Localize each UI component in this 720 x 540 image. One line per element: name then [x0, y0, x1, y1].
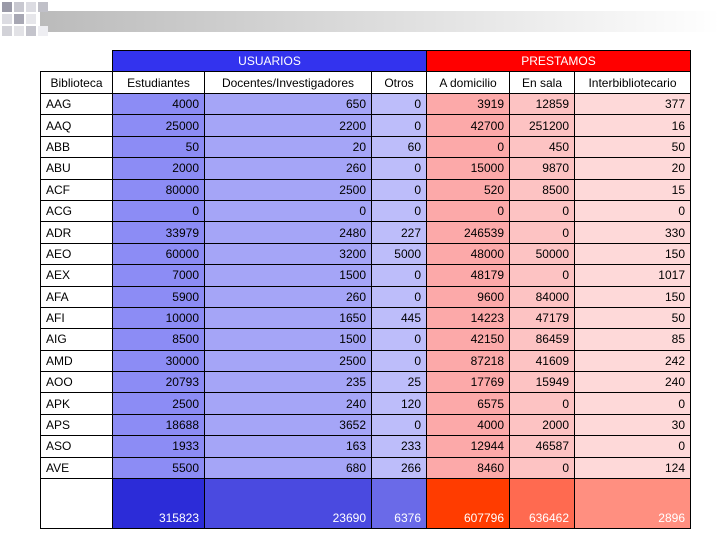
table-row [41, 307, 691, 328]
cell-en-sala: 50000 [510, 243, 575, 264]
cell-biblioteca: AMD [41, 350, 113, 371]
cell-interbibliotecario: 0 [575, 436, 691, 457]
cell-docentes: 2500 [205, 179, 372, 200]
cell-domicilio: 246539 [427, 222, 510, 243]
table-row [41, 115, 691, 136]
cell-estudiantes: 30000 [113, 350, 205, 371]
cell-docentes: 680 [205, 457, 372, 478]
cell-otros: 25 [372, 372, 427, 393]
table-row [41, 265, 691, 286]
table-row [41, 350, 691, 371]
cell-biblioteca: AAQ [41, 115, 113, 136]
cell-domicilio: 0 [427, 200, 510, 221]
total-estudiantes: 315823 [113, 479, 205, 529]
cell-docentes: 163 [205, 436, 372, 457]
cell-interbibliotecario: 377 [575, 94, 691, 115]
library-stats-table [40, 50, 691, 529]
cell-domicilio: 9600 [427, 286, 510, 307]
cell-estudiantes: 7000 [113, 265, 205, 286]
cell-en-sala: 0 [510, 222, 575, 243]
cell-biblioteca: AFA [41, 286, 113, 307]
cell-en-sala: 41609 [510, 350, 575, 371]
cell-interbibliotecario: 15 [575, 179, 691, 200]
cell-otros: 0 [372, 286, 427, 307]
cell-en-sala: 251200 [510, 115, 575, 136]
cell-biblioteca: ACF [41, 179, 113, 200]
table-row [41, 329, 691, 350]
cell-docentes: 240 [205, 393, 372, 414]
cell-en-sala: 0 [510, 393, 575, 414]
table-body [41, 94, 691, 479]
header-interbibliotecario: Interbibliotecario [575, 72, 691, 94]
total-docentes: 23690 [205, 479, 372, 529]
cell-domicilio: 12944 [427, 436, 510, 457]
cell-domicilio: 87218 [427, 350, 510, 371]
cell-en-sala: 0 [510, 265, 575, 286]
cell-domicilio: 0 [427, 136, 510, 157]
cell-domicilio: 3919 [427, 94, 510, 115]
cell-biblioteca: ACG [41, 200, 113, 221]
table-row [41, 414, 691, 435]
cell-biblioteca: AOO [41, 372, 113, 393]
cell-interbibliotecario: 0 [575, 393, 691, 414]
cell-domicilio: 48179 [427, 265, 510, 286]
table-row [41, 158, 691, 179]
cell-domicilio: 8460 [427, 457, 510, 478]
cell-docentes: 3652 [205, 414, 372, 435]
cell-docentes: 1500 [205, 329, 372, 350]
table-row [41, 436, 691, 457]
cell-interbibliotecario: 30 [575, 414, 691, 435]
group-prestamos: PRESTAMOS [427, 51, 691, 72]
cell-estudiantes: 5900 [113, 286, 205, 307]
cell-otros: 0 [372, 179, 427, 200]
cell-biblioteca: AEO [41, 243, 113, 264]
cell-en-sala: 8500 [510, 179, 575, 200]
column-header-row [41, 72, 691, 94]
cell-domicilio: 520 [427, 179, 510, 200]
cell-biblioteca: AEX [41, 265, 113, 286]
cell-biblioteca: ASO [41, 436, 113, 457]
cell-docentes: 235 [205, 372, 372, 393]
total-domicilio: 607796 [427, 479, 510, 529]
total-en-sala: 636462 [510, 479, 575, 529]
cell-estudiantes: 4000 [113, 94, 205, 115]
cell-interbibliotecario: 16 [575, 115, 691, 136]
cell-otros: 445 [372, 307, 427, 328]
cell-biblioteca: APK [41, 393, 113, 414]
totals-row [41, 479, 691, 529]
header-estudiantes: Estudiantes [113, 72, 205, 94]
cell-domicilio: 4000 [427, 414, 510, 435]
table-row [41, 286, 691, 307]
cell-otros: 0 [372, 329, 427, 350]
cell-estudiantes: 18688 [113, 414, 205, 435]
cell-interbibliotecario: 20 [575, 158, 691, 179]
group-header-row [41, 51, 691, 72]
cell-interbibliotecario: 0 [575, 200, 691, 221]
cell-docentes: 650 [205, 94, 372, 115]
cell-otros: 0 [372, 115, 427, 136]
header-otros: Otros [372, 72, 427, 94]
cell-biblioteca: AFI [41, 307, 113, 328]
cell-docentes: 1650 [205, 307, 372, 328]
cell-docentes: 2480 [205, 222, 372, 243]
cell-otros: 0 [372, 350, 427, 371]
group-usuarios: USUARIOS [113, 51, 427, 72]
cell-en-sala: 0 [510, 457, 575, 478]
table-row [41, 372, 691, 393]
table-row [41, 222, 691, 243]
cell-domicilio: 6575 [427, 393, 510, 414]
cell-domicilio: 48000 [427, 243, 510, 264]
header-biblioteca: Biblioteca [41, 72, 113, 94]
cell-otros: 233 [372, 436, 427, 457]
cell-estudiantes: 80000 [113, 179, 205, 200]
total-interbibliotecario: 2896 [575, 479, 691, 529]
cell-en-sala: 86459 [510, 329, 575, 350]
cell-docentes: 260 [205, 286, 372, 307]
cell-docentes: 2200 [205, 115, 372, 136]
cell-interbibliotecario: 240 [575, 372, 691, 393]
table-row [41, 179, 691, 200]
cell-interbibliotecario: 150 [575, 243, 691, 264]
cell-otros: 0 [372, 265, 427, 286]
cell-biblioteca: ABB [41, 136, 113, 157]
cell-en-sala: 450 [510, 136, 575, 157]
cell-domicilio: 14223 [427, 307, 510, 328]
cell-otros: 120 [372, 393, 427, 414]
cell-otros: 5000 [372, 243, 427, 264]
cell-interbibliotecario: 150 [575, 286, 691, 307]
cell-biblioteca: ABU [41, 158, 113, 179]
cell-estudiantes: 60000 [113, 243, 205, 264]
total-otros: 6376 [372, 479, 427, 529]
table-row [41, 393, 691, 414]
cell-estudiantes: 8500 [113, 329, 205, 350]
cell-estudiantes: 25000 [113, 115, 205, 136]
cell-otros: 266 [372, 457, 427, 478]
cell-en-sala: 15949 [510, 372, 575, 393]
cell-docentes: 0 [205, 200, 372, 221]
cell-biblioteca: APS [41, 414, 113, 435]
cell-en-sala: 46587 [510, 436, 575, 457]
cell-en-sala: 2000 [510, 414, 575, 435]
cell-estudiantes: 33979 [113, 222, 205, 243]
cell-en-sala: 12859 [510, 94, 575, 115]
header-en-sala: En sala [510, 72, 575, 94]
table-row [41, 243, 691, 264]
table-row [41, 200, 691, 221]
cell-interbibliotecario: 50 [575, 136, 691, 157]
cell-docentes: 2500 [205, 350, 372, 371]
cell-domicilio: 42700 [427, 115, 510, 136]
cell-otros: 0 [372, 158, 427, 179]
cell-estudiantes: 10000 [113, 307, 205, 328]
cell-otros: 0 [372, 414, 427, 435]
header-domicilio: A domicilio [427, 72, 510, 94]
cell-biblioteca: ADR [41, 222, 113, 243]
cell-otros: 227 [372, 222, 427, 243]
cell-docentes: 1500 [205, 265, 372, 286]
cell-interbibliotecario: 330 [575, 222, 691, 243]
cell-otros: 60 [372, 136, 427, 157]
table-row [41, 136, 691, 157]
cell-estudiantes: 0 [113, 200, 205, 221]
cell-estudiantes: 20793 [113, 372, 205, 393]
cell-docentes: 3200 [205, 243, 372, 264]
cell-docentes: 260 [205, 158, 372, 179]
total-label-cell [41, 479, 113, 529]
decorative-squares [0, 0, 720, 40]
cell-domicilio: 17769 [427, 372, 510, 393]
cell-docentes: 20 [205, 136, 372, 157]
cell-interbibliotecario: 85 [575, 329, 691, 350]
cell-domicilio: 42150 [427, 329, 510, 350]
cell-en-sala: 9870 [510, 158, 575, 179]
cell-interbibliotecario: 242 [575, 350, 691, 371]
cell-estudiantes: 50 [113, 136, 205, 157]
cell-interbibliotecario: 1017 [575, 265, 691, 286]
cell-estudiantes: 1933 [113, 436, 205, 457]
cell-biblioteca: AIG [41, 329, 113, 350]
cell-estudiantes: 2500 [113, 393, 205, 414]
cell-estudiantes: 5500 [113, 457, 205, 478]
table-row [41, 94, 691, 115]
cell-estudiantes: 2000 [113, 158, 205, 179]
cell-otros: 0 [372, 94, 427, 115]
cell-interbibliotecario: 124 [575, 457, 691, 478]
header-docentes: Docentes/Investigadores [205, 72, 372, 94]
cell-en-sala: 47179 [510, 307, 575, 328]
cell-biblioteca: AVE [41, 457, 113, 478]
cell-en-sala: 0 [510, 200, 575, 221]
blank-corner-cell [41, 51, 113, 72]
table-row [41, 457, 691, 478]
cell-otros: 0 [372, 200, 427, 221]
cell-domicilio: 15000 [427, 158, 510, 179]
cell-en-sala: 84000 [510, 286, 575, 307]
cell-biblioteca: AAG [41, 94, 113, 115]
cell-interbibliotecario: 50 [575, 307, 691, 328]
